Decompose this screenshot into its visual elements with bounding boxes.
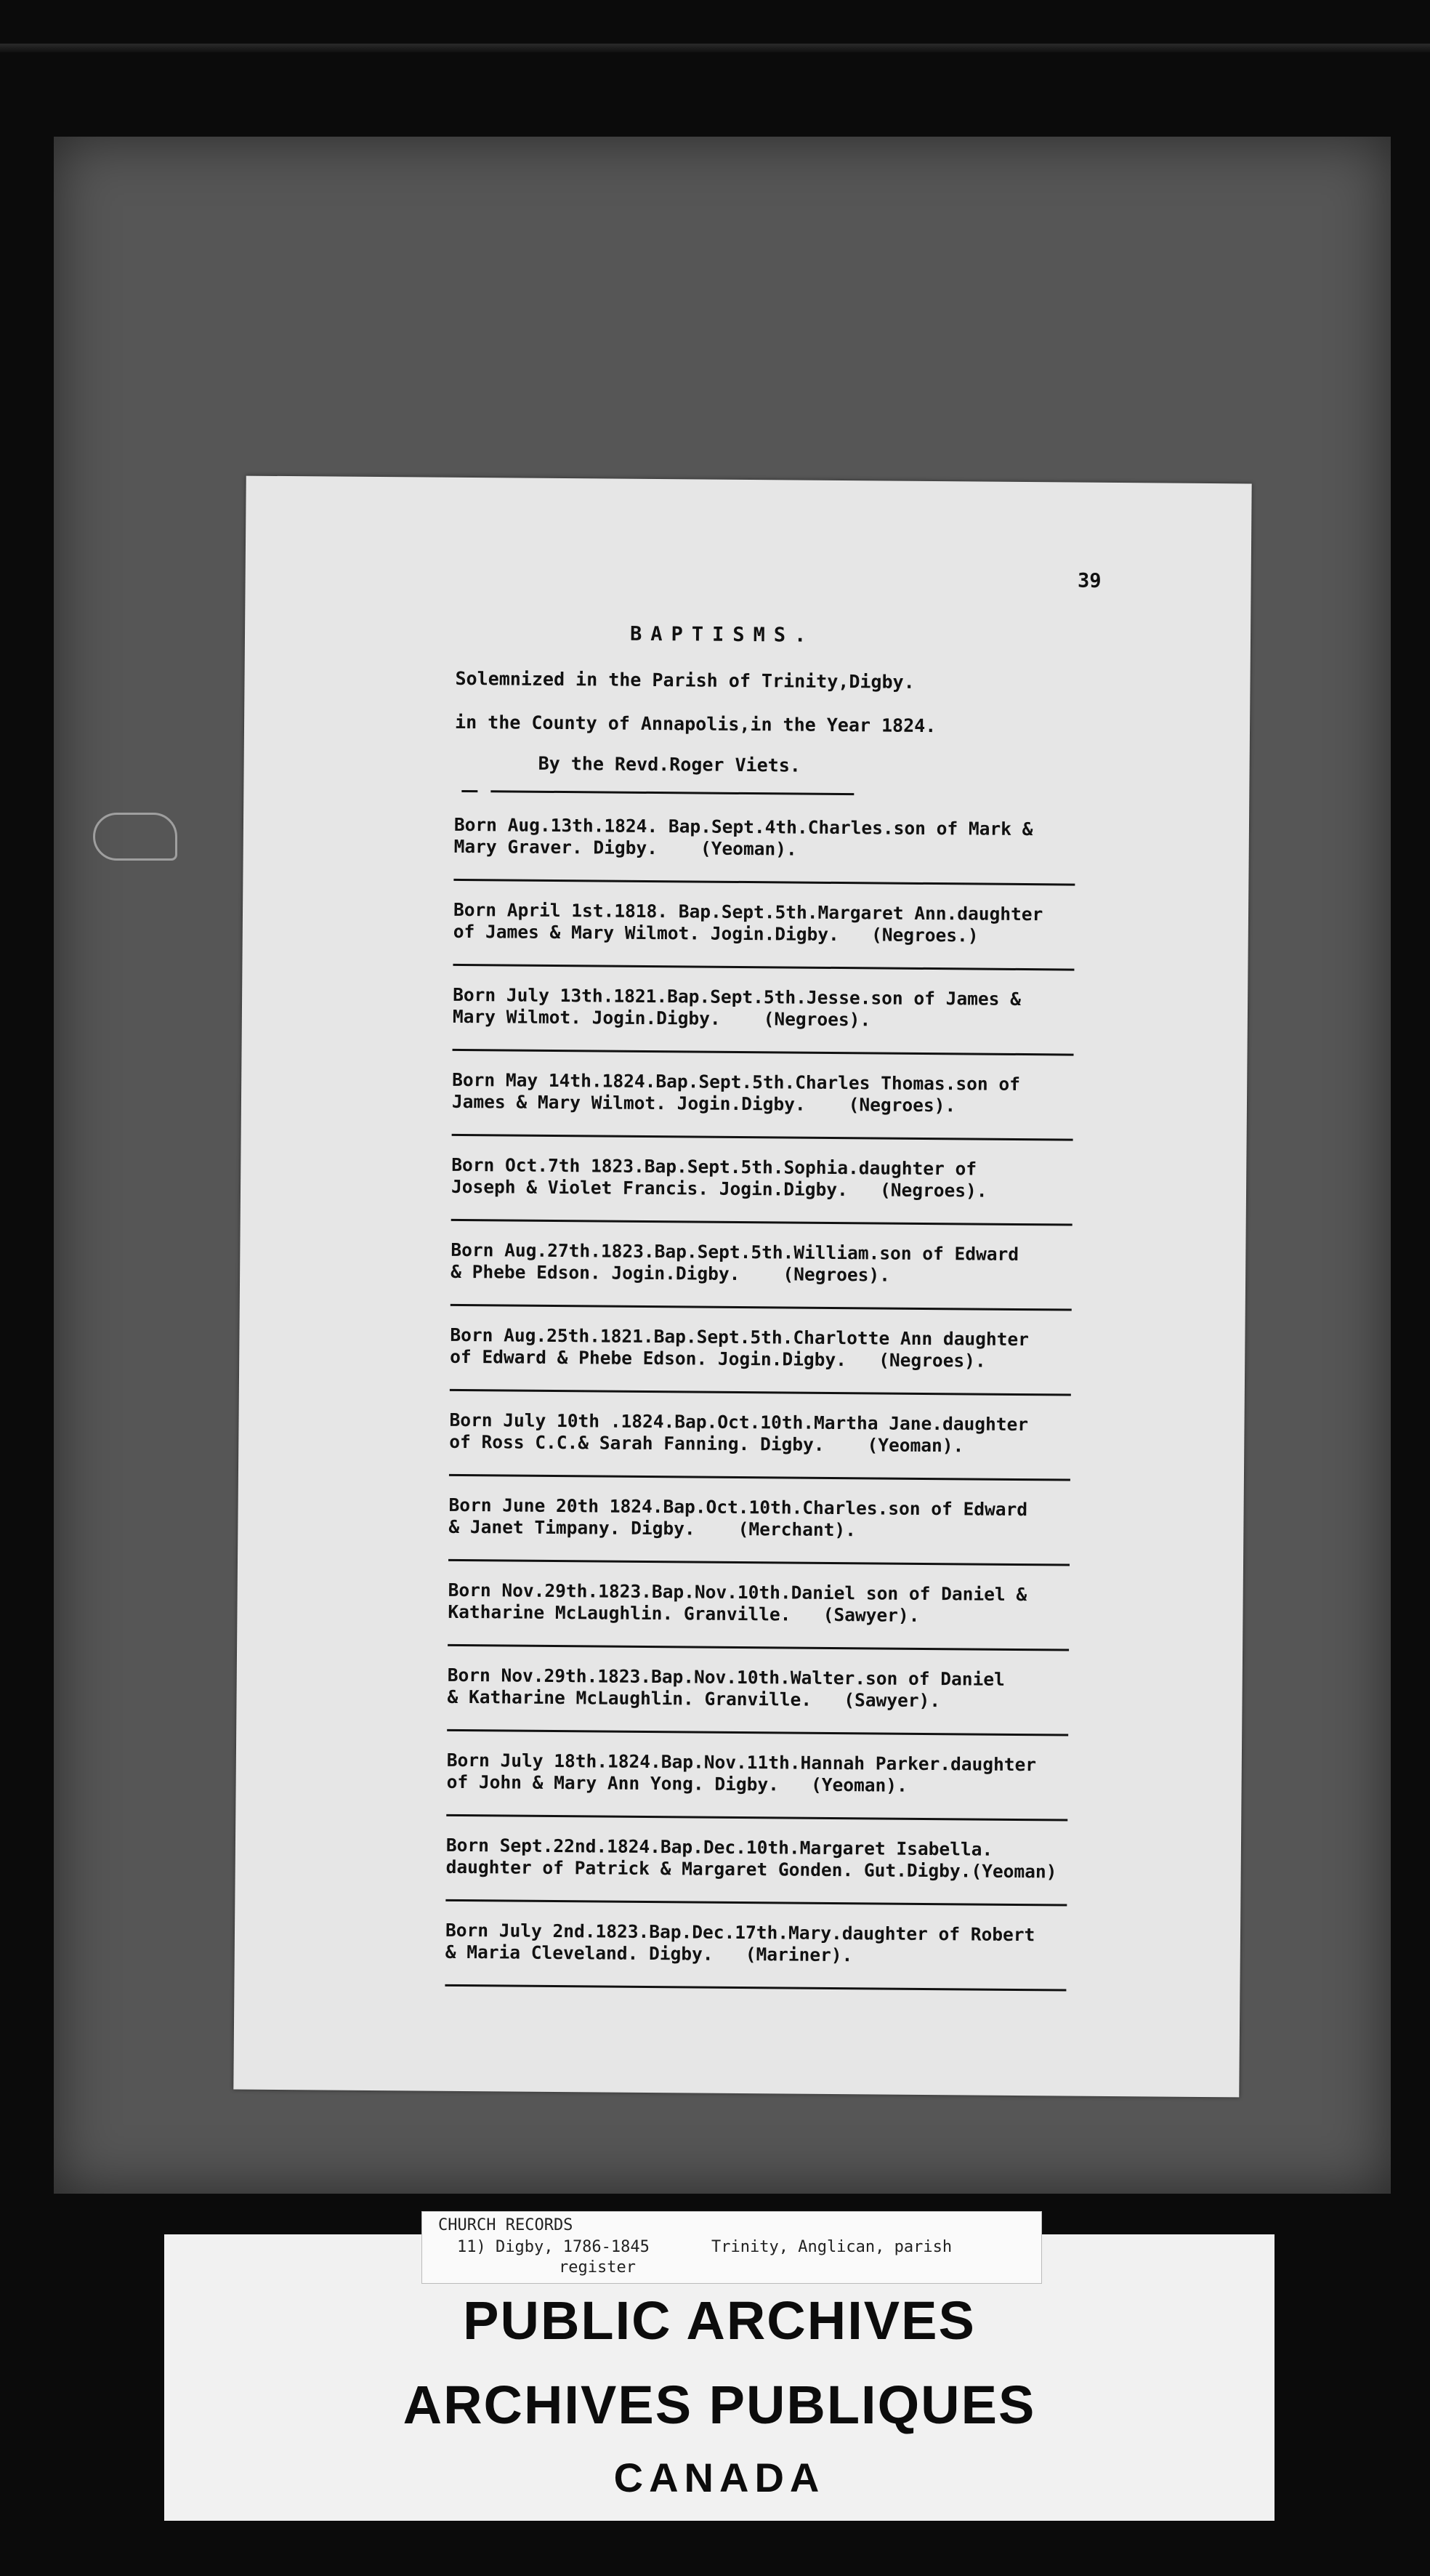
baptism-entry (453, 801, 1181, 892)
baptism-entry (451, 1141, 1179, 1232)
heading-dash (461, 790, 477, 792)
baptism-entry (447, 1651, 1174, 1742)
baptism-entries (445, 801, 1181, 1997)
entry-line: & Janet Timpany. Digby. (Merchant). (448, 1516, 857, 1541)
entry-line: daughter of Patrick & Margaret Gonden. Gut.Digby.(Yeoman) (445, 1856, 1057, 1883)
baptism-entry (453, 886, 1180, 977)
entry-line: Born May 14th.1824.Bap.Sept.5th.Charles Thomas.son of (452, 1068, 1021, 1095)
archives-country: CANADA (613, 2455, 825, 2500)
entry-line: Born Oct.7th 1823.Bap.Sept.5th.Sophia.daughter of (451, 1154, 977, 1180)
entry-line: Mary Graver. Digby. (Yeoman). (453, 835, 797, 860)
entry-line: of Ross C.C.& Sarah Fanning. Digby. (Yeoman). (449, 1430, 964, 1457)
entry-line: of James & Mary Wilmot. Jogin.Digby. (Negroes.) (453, 920, 979, 946)
entry-line: James & Mary Wilmot. Jogin.Digby. (Negroes). (451, 1090, 956, 1116)
page-heading: BAPTISMS. (629, 622, 815, 647)
baptism-entry (452, 971, 1179, 1062)
baptism-entry (450, 1311, 1177, 1402)
entry-line: Born June 20th 1824.Bap.Oct.10th.Charles.son of Edward (448, 1494, 1028, 1521)
file-label-church: Trinity, Anglican, parish (711, 2238, 953, 2256)
archives-title-english: PUBLIC ARCHIVES (463, 2290, 976, 2351)
file-label-type: register (559, 2258, 636, 2277)
baptism-entry (452, 1056, 1179, 1147)
entry-line: Born Nov.29th.1823.Bap.Nov.10th.Daniel son of Daniel & (448, 1579, 1027, 1606)
page-number: 39 (1078, 569, 1102, 592)
entry-rule (451, 1304, 1072, 1311)
entry-line: Born Nov.29th.1823.Bap.Nov.10th.Walter.son of Daniel (447, 1664, 1005, 1690)
entry-line: Born July 2nd.1823.Bap.Dec.17th.Mary.daughter of Robert (445, 1919, 1035, 1946)
register-page (233, 476, 1251, 2098)
entry-line: Born July 18th.1824.Bap.Nov.11th.Hannah Parker.daughter (446, 1749, 1037, 1776)
subheading-parish: Solemnized in the Parish of Trinity,Digby. (455, 667, 915, 693)
baptism-entry (449, 1396, 1176, 1487)
file-label-location: 11) Digby, 1786-1845 (457, 2238, 650, 2256)
file-label-collection: CHURCH RECORDS (438, 2216, 573, 2234)
entry-line: of Edward & Phebe Edson. Jogin.Digby. (Negroes). (450, 1345, 986, 1372)
baptism-entry (445, 1907, 1172, 1997)
baptism-entry (445, 1822, 1173, 1912)
entry-rule (448, 1559, 1070, 1566)
entry-line: & Katharine McLaughlin. Granville. (Sawyer). (447, 1686, 941, 1712)
subheading-county: in the County of Annapolis,in the Year 1824. (454, 711, 937, 737)
entry-line: Born July 10th .1824.Bap.Oct.10th.Martha Jane.daughter (449, 1409, 1029, 1436)
entry-line: Born April 1st.1818. Bap.Sept.5th.Margaret Ann.daughter (453, 898, 1043, 925)
entry-rule (445, 1984, 1066, 1992)
entry-line: Joseph & Violet Francis. Jogin.Digby. (Negroes). (451, 1175, 987, 1202)
entry-line: Born July 13th.1821.Bap.Sept.5th.Jesse.son of James & (453, 983, 1021, 1010)
archives-title-french: ARCHIVES PUBLIQUES (403, 2375, 1036, 2435)
entry-line: of John & Mary Ann Yong. Digby. (Yeoman). (446, 1771, 908, 1796)
baptism-entry (446, 1736, 1174, 1827)
entry-rule (451, 1219, 1072, 1226)
entry-rule (453, 964, 1074, 971)
file-label (421, 2211, 1042, 2284)
entry-rule (445, 1899, 1067, 1907)
baptism-entry (448, 1481, 1176, 1572)
entry-line: Born Sept.22nd.1824.Bap.Dec.10th.Margaret Isabella. (445, 1834, 993, 1860)
baptism-entry (448, 1566, 1175, 1657)
margin-mark (93, 813, 177, 861)
entry-rule (453, 1049, 1074, 1056)
entry-line: Born Aug.25th.1821.Bap.Sept.5th.Charlotte Ann daughter (450, 1324, 1030, 1351)
entry-line: & Phebe Edson. Jogin.Digby. (Negroes). (451, 1260, 891, 1286)
entry-rule (447, 1729, 1068, 1736)
entry-line: Mary Wilmot. Jogin.Digby. (Negroes). (452, 1005, 871, 1031)
entry-rule (453, 879, 1075, 886)
baptism-entry (451, 1226, 1178, 1317)
subheading-minister: By the Revd.Roger Viets. (538, 752, 801, 776)
entry-rule (448, 1644, 1069, 1651)
entry-rule (446, 1814, 1067, 1822)
heading-rule (490, 790, 854, 795)
film-edge (0, 44, 1430, 52)
entry-line: & Maria Cleveland. Digby. (Mariner). (445, 1941, 853, 1966)
entry-rule (450, 1389, 1071, 1396)
entry-line: Born Aug.27th.1823.Bap.Sept.5th.William.son of Edward (451, 1239, 1019, 1265)
entry-line: Katharine McLaughlin. Granville. (Sawyer). (448, 1601, 920, 1626)
entry-rule (449, 1474, 1070, 1481)
entry-line: Born Aug.13th.1824. Bap.Sept.4th.Charles.son of Mark & (453, 813, 1033, 840)
entry-rule (452, 1134, 1073, 1141)
